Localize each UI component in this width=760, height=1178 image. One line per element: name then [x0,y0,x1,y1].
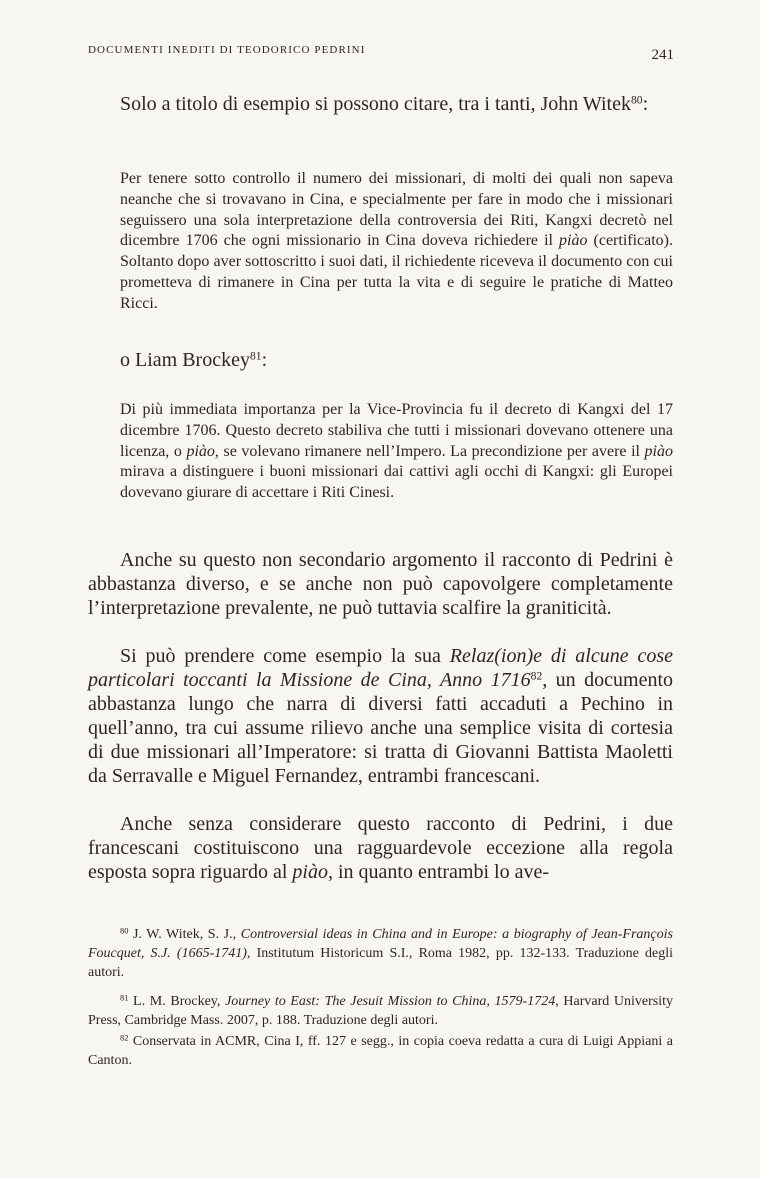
quote-brockey-term-piao-2: piào [644,442,673,460]
paragraph-francescani [88,812,673,884]
block-quote-brockey [120,400,673,504]
paragraph-relazione-text-a: Si può prendere come esempio la sua [120,645,450,667]
footnote-81-text-b: , Harvard University Press, Cambridge Mass. 2007, p. 188. Traduzione degli autori. [88,994,673,1028]
quote-brockey-text-c: mirava a distinguere i buoni missionari dai cattivi agli occhi di Kangxi: gli Europei dovevano giurare di accettare i Riti Cinesi. [120,463,673,502]
footnote-81-text-a: L. M. Brockey, [128,994,226,1009]
intro-witek-text: Solo a titolo di esempio si possono citare, tra i tanti, John Witek [120,93,631,115]
footnote-80 [88,925,673,982]
block-quote-witek [120,169,673,315]
footnote-ref-82[interactable]: 82 [530,669,543,683]
intro-brockey [88,348,673,372]
paragraph-francescani-term-piao: piào [292,861,328,883]
footnote-80-text-a: J. W. Witek, S. J., [128,927,241,942]
quote-witek-text-a: Per tenere sotto controllo il numero dei missionari, di molti dei quali non sapeva neanche che si trovavano in Cina, e specialmente per fare in modo che i missionari seguissero una sola interpretazione della controversia dei Riti, Kangxi decretò nel dicembre 1706 che ogni missionario in Cina doveva richiedere il [120,170,673,250]
footnote-ref-80[interactable]: 80 [631,93,643,107]
footnote-82-number: 82 [120,1033,129,1043]
paragraph-pedrini-account: Anche su questo non secondario argomento il racconto di Pedrini è abbastanza diverso, e se anche non può capovolgere completamente l’interpretazione prevalente, ne può tuttavia scalfire la graniticità. [88,549,673,619]
relazione-title: Relaz(ion)e di alcune cose particolari toccanti la Missione de Cina, Anno 1716 [88,645,674,691]
footnote-82-text: Conservata in ACMR, Cina I, ff. 127 e segg., in copia coeva redatta a cura di Luigi Appiani a Canton. [88,1034,673,1068]
intro-brockey-colon: : [261,349,268,371]
quote-brockey-text-b: , se volevano rimanere nell’Impero. La precondizione per avere il [214,442,645,460]
paragraph-relazione-text-b: , un documento abbastanza lungo che narra di diversi fatti accaduti a Pechino in quell’anno, tra cui assume rilievo anche una semplice visita di cortesia di due missionari all’Imperatore: si tratta di Giovanni Battista Maoletti da Serravalle e Miguel Fernandez, entrambi francescani. [88,669,673,787]
paragraph-francescani-text-b: , in quanto entrambi lo ave- [327,861,549,883]
intro-witek-colon: : [642,93,649,115]
paragraph-relazione [88,644,673,788]
quote-witek-text-b: (certificato). Soltanto dopo aver sottoscritto i suoi dati, il richiedente riceveva il documento con cui prometteva di rimanere in Cina per tutta la vita e di seguire le pratiche di Matteo Ricci. [120,232,674,312]
footnote-81 [88,992,673,1030]
running-head: DOCUMENTI INEDITI DI TEODORICO PEDRINI [88,44,366,56]
footnote-80-text-b: , Institutum Historicum S.I., Roma 1982, pp. 132-133. Traduzione degli autori. [88,946,673,980]
quote-brockey-text-a: Di più immediata importanza per la Vice-Provincia fu il decreto di Kangxi del 17 dicembre 1706. Questo decreto stabiliva che tutti i missionari dovevano ottenere una licenza, o [120,401,673,460]
page-number: 241 [651,47,674,63]
footnote-81-title: Journey to East: The Jesuit Mission to China, 1579-1724 [225,994,556,1009]
footnote-80-number: 80 [120,926,129,936]
footnote-80-title: Controversial ideas in China and in Europe: a biography of Jean-François Foucquet, S.J. (1665-1741) [88,927,673,961]
paragraph-francescani-text-a: Anche senza considerare questo racconto di Pedrini, i due francescani costituiscono una ragguardevole eccezione alla regola esposta sopra riguardo al [88,813,673,883]
footnote-ref-81[interactable]: 81 [249,349,262,363]
intro-brockey-text: o Liam Brockey [120,349,250,371]
intro-witek [88,92,673,116]
quote-brockey-term-piao-1: piào [186,442,215,460]
quote-witek-term-piao: piào [559,232,588,250]
footnote-81-number: 81 [120,993,129,1003]
footnote-82 [88,1032,673,1070]
